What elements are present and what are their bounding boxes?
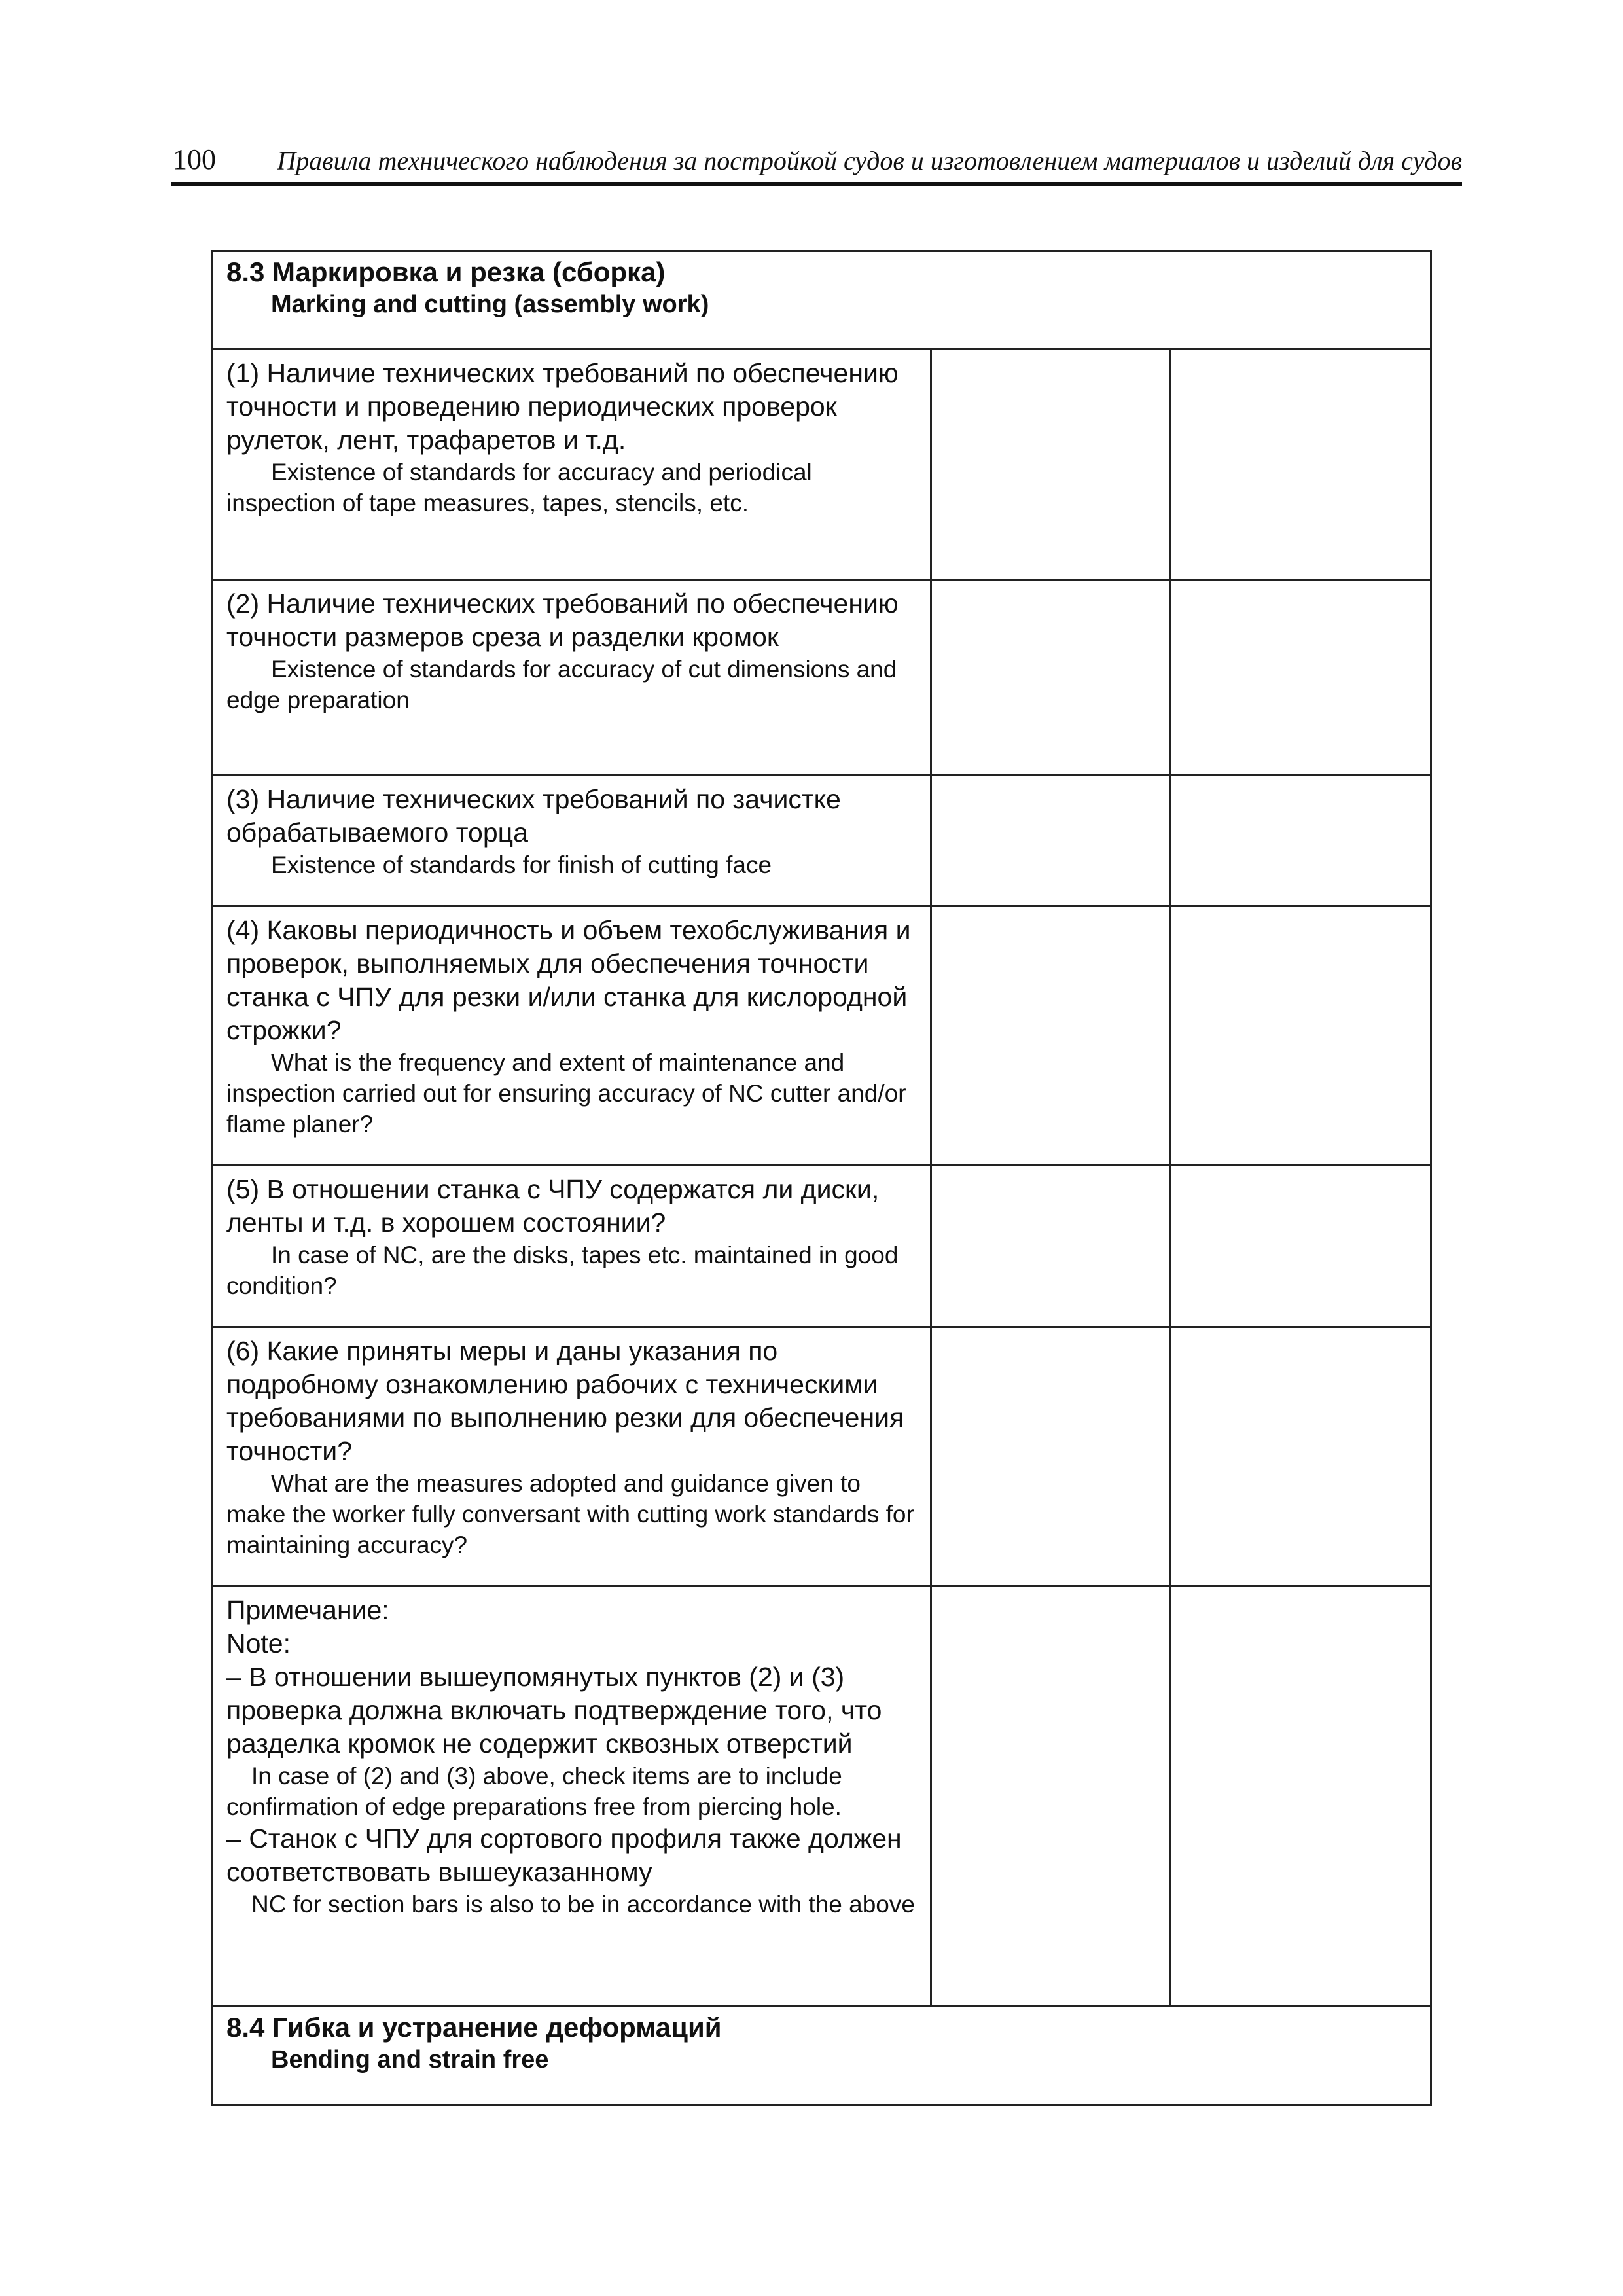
note-point-1-ru: – В отношении вышеупомянутых пунктов (2) и (3) проверка должна включать подтверждение того, что разделка кромок не содержит сквозных отверстий [226, 1662, 882, 1759]
note-text-cell [213, 1587, 931, 2007]
note-label-ru: Примечание: [226, 1595, 389, 1625]
checklist-row [213, 776, 1431, 906]
remarks-cell[interactable] [1171, 1327, 1431, 1587]
checklist-row [213, 1166, 1431, 1327]
item-text-cell [213, 1327, 931, 1587]
section-header-row [213, 2007, 1431, 2105]
note-row [213, 1587, 1431, 2007]
item-text-ru: (2) Наличие технических требований по обеспечению точности размеров среза и разделки кромок [226, 588, 899, 652]
note-point-1-en: In case of (2) and (3) above, check items are to include confirmation of edge preparations free from piercing hole. [226, 1763, 842, 1820]
page-header [171, 139, 1462, 186]
item-text-en: Existence of standards for accuracy and periodical inspection of tape measures, tapes, stencils, etc. [226, 459, 812, 516]
remarks-cell[interactable] [1171, 776, 1431, 906]
item-text-en: Existence of standards for finish of cutting face [271, 852, 772, 878]
remarks-cell[interactable] [1171, 1587, 1431, 2007]
item-text-cell [213, 580, 931, 776]
remarks-cell[interactable] [1171, 906, 1431, 1166]
item-text-cell [213, 776, 931, 906]
item-text-ru: (1) Наличие технических требований по обеспечению точности и проведению периодических проверок рулеток, лент, трафаретов и т.д. [226, 358, 899, 455]
checklist-table [211, 250, 1432, 2106]
page-number: 100 [173, 143, 216, 175]
note-point-2-ru: – Станок с ЧПУ для сортового профиля также должен соответствовать вышеуказанному [226, 1823, 902, 1887]
item-text-en: What are the measures adopted and guidance given to make the worker fully conversant with cutting work standards for maintaining accuracy? [226, 1470, 914, 1558]
item-text-ru: (4) Каковы периодичность и объем техобслуживания и проверок, выполняемых для обеспечения точности станка с ЧПУ для резки и/или станка для кислородной строжки? [226, 915, 911, 1045]
item-text-en: What is the frequency and extent of maintenance and inspection carried out for ensuring accuracy of NC cutter and/or flame planer? [226, 1049, 906, 1138]
section-header-row [213, 251, 1431, 350]
item-text-ru: (3) Наличие технических требований по зачистке обрабатываемого торца [226, 784, 841, 848]
checklist-row [213, 580, 1431, 776]
section-title-ru: 8.3 Маркировка и резка (сборка) [226, 257, 666, 287]
item-text-cell [213, 1166, 931, 1327]
answer-cell[interactable] [931, 1166, 1171, 1327]
item-text-cell [213, 906, 931, 1166]
answer-cell[interactable] [931, 776, 1171, 906]
item-text-en: Existence of standards for accuracy of cut dimensions and edge preparation [226, 656, 897, 713]
answer-cell[interactable] [931, 580, 1171, 776]
section-title-cell [213, 251, 1431, 350]
note-label-en: Note: [226, 1628, 291, 1659]
checklist-row [213, 906, 1431, 1166]
answer-cell[interactable] [931, 906, 1171, 1166]
section-title-en: Bending and strain free [271, 2046, 549, 2073]
item-text-cell [213, 350, 931, 580]
remarks-cell[interactable] [1171, 1166, 1431, 1327]
section-title-en: Marking and cutting (assembly work) [271, 291, 709, 318]
running-title: Правила технического наблюдения за постройкой судов и изготовлением материалов и изделий для судов [277, 146, 1462, 175]
item-text-ru: (5) В отношении станка с ЧПУ содержатся ли диски, ленты и т.д. в хорошем состоянии? [226, 1174, 880, 1238]
answer-cell[interactable] [931, 350, 1171, 580]
checklist-row [213, 350, 1431, 580]
answer-cell[interactable] [931, 1587, 1171, 2007]
section-title-ru: 8.4 Гибка и устранение деформаций [226, 2012, 722, 2043]
answer-cell[interactable] [931, 1327, 1171, 1587]
remarks-cell[interactable] [1171, 580, 1431, 776]
section-title-cell [213, 2007, 1431, 2105]
item-text-ru: (6) Какие приняты меры и даны указания по подробному ознакомлению рабочих с техническими требованиями по выполнению резки для обеспечения точности? [226, 1336, 904, 1466]
remarks-cell[interactable] [1171, 350, 1431, 580]
checklist-row [213, 1327, 1431, 1587]
note-point-2-en: NC for section bars is also to be in accordance with the above [251, 1891, 915, 1918]
item-text-en: In case of NC, are the disks, tapes etc. maintained in good condition? [226, 1242, 899, 1299]
